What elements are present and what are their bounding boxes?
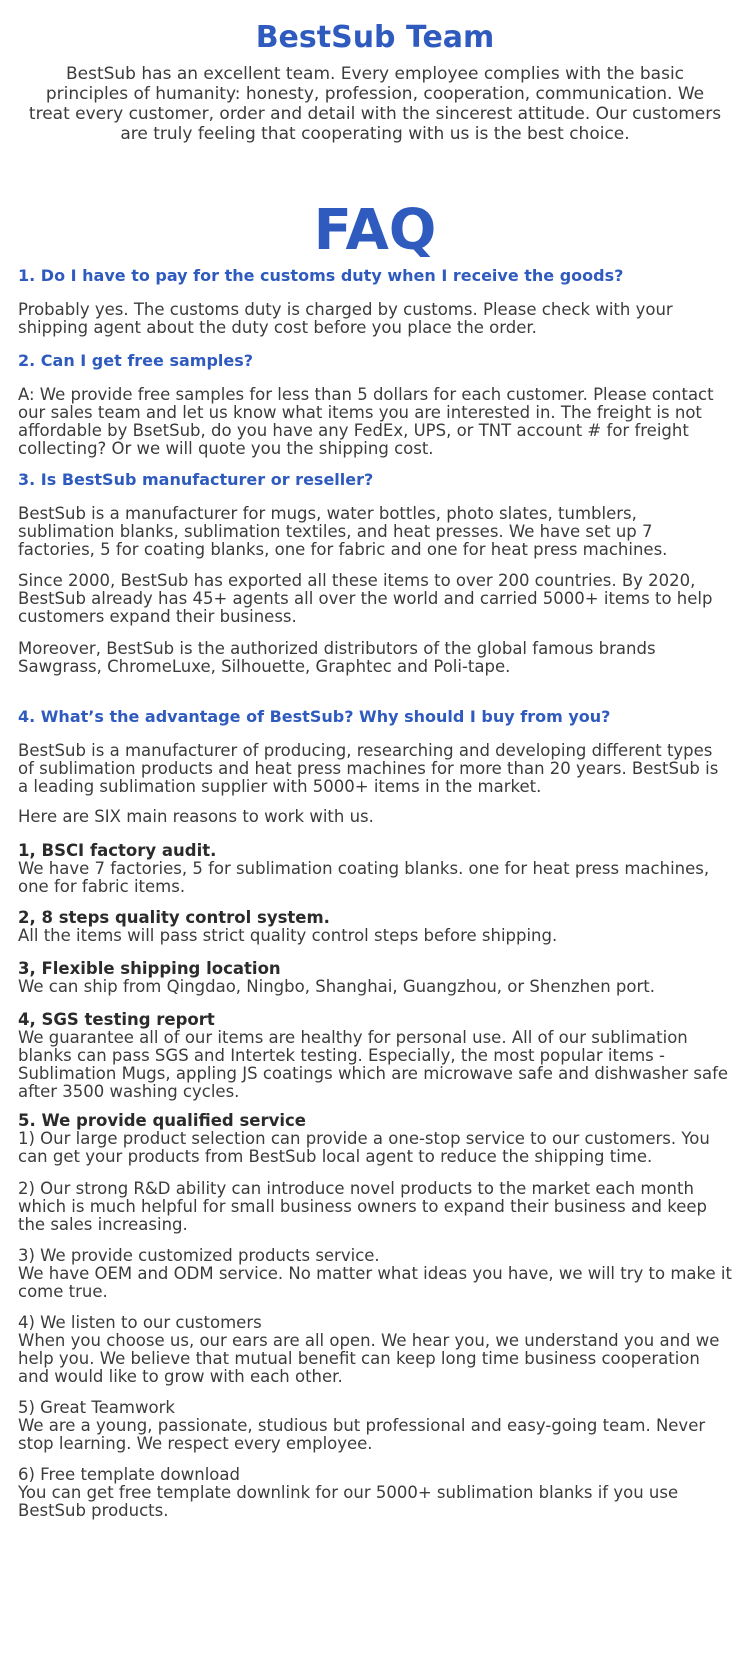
reason-2-title: 2, 8 steps quality control system. xyxy=(18,908,330,927)
service-6-title: 6) Free template download xyxy=(18,1465,240,1484)
service-4-text: When you choose us, our ears are all open. We hear you, we understand you and we help you. We believe that mutual benefit can keep long time business cooperation and would like to grow with each other. xyxy=(18,1331,720,1386)
faq-question-1: 1. Do I have to pay for the customs duty when I receive the goods? xyxy=(18,266,624,285)
faq-answer-3-paragraph-1: BestSub is a manufacturer for mugs, water bottles, photo slates, tumblers, sublimation blanks, sublimation textiles, and heat presses. We have set up 7 factories, 5 for coating blanks, one for fabric and one for heat press machines. xyxy=(18,504,668,559)
reason-5 xyxy=(18,1112,732,1166)
reason-4 xyxy=(18,1011,732,1101)
reason-3 xyxy=(18,960,732,996)
team-title: BestSub Team xyxy=(255,20,495,55)
service-2-text: 2) Our strong R&D ability can introduce novel products to the market each month which is much helpful for small business owners to expand their business and keep the sales increasing. xyxy=(18,1179,707,1234)
faq-answer-3-paragraph-3: Moreover, BestSub is the authorized distributors of the global famous brands Sawgrass, ChromeLuxe, Silhouette, Graphtec and Poli-tape. xyxy=(18,639,656,676)
service-3-text: We have OEM and ODM service. No matter what ideas you have, we will try to make it come true. xyxy=(18,1264,732,1301)
reason-5-title: 5. We provide qualified service xyxy=(18,1111,306,1130)
reason-1-text: We have 7 factories, 5 for sublimation coating blanks. one for heat press machines, one for fabric items. xyxy=(18,859,710,896)
faq-answer-3-paragraph-2: Since 2000, BestSub has exported all these items to over 200 countries. By 2020, BestSub already has 45+ agents all over the world and carried 5000+ items to help customers expand their business. xyxy=(18,571,713,626)
service-5 xyxy=(18,1399,732,1453)
faq-answer-2: A: We provide free samples for less than 5 dollars for each customer. Please contact our sales team and let us know what items you are interested in. The freight is not affordable by BsetSub, do you have any FedEx, UPS, or TNT account # for freight collecting? Or we will quote you the shipping cost. xyxy=(18,385,714,458)
service-4 xyxy=(18,1314,732,1386)
faq-answer-1: Probably yes. The customs duty is charged by customs. Please check with your shipping agent about the duty cost before you place the order. xyxy=(18,300,673,337)
service-6 xyxy=(18,1466,732,1520)
reason-4-title: 4, SGS testing report xyxy=(18,1010,215,1029)
service-6-text: You can get free template downlink for our 5000+ sublimation blanks if you use BestSub products. xyxy=(18,1483,679,1520)
reason-4-text: We guarantee all of our items are healthy for personal use. All of our sublimation blanks can pass SGS and Intertek testing. Especially, the most popular items - Sublimation Mugs, appling JS coatings which are microwave safe and dishwasher safe after 3500 washing cycles. xyxy=(18,1028,729,1101)
service-3-title: 3) We provide customized products service. xyxy=(18,1246,380,1265)
faq-question-4: 4. What’s the advantage of BestSub? Why should I buy from you? xyxy=(18,707,611,726)
reason-1 xyxy=(18,842,732,896)
faq-question-2: 2. Can I get free samples? xyxy=(18,351,254,370)
faq-answer-4-intro: BestSub is a manufacturer of producing, researching and developing different types of sublimation products and heat press machines for more than 20 years. BestSub is a leading sublimation supplier with 5000+ items in the market. xyxy=(18,741,719,796)
reason-3-text: We can ship from Qingdao, Ningbo, Shanghai, Guangzhou, or Shenzhen port. xyxy=(18,977,655,996)
service-1-text: 1) Our large product selection can provide a one-stop service to our customers. You can get your products from BestSub local agent to reduce the shipping time. xyxy=(18,1129,710,1166)
reason-2-text: All the items will pass strict quality control steps before shipping. xyxy=(18,926,558,945)
reason-1-title: 1, BSCI factory audit. xyxy=(18,841,217,860)
reason-2 xyxy=(18,909,732,945)
service-3 xyxy=(18,1247,732,1301)
service-5-title: 5) Great Teamwork xyxy=(18,1398,175,1417)
team-description: BestSub has an excellent team. Every employee complies with the basic principles of humanity: honesty, profession, cooperation, communication. We treat every customer, order and detail with the sincerest attitude. Our customers are truly feeling that cooperating with us is the best choice. xyxy=(28,64,722,144)
faq-question-3: 3. Is BestSub manufacturer or reseller? xyxy=(18,470,374,489)
reasons-intro: Here are SIX main reasons to work with us. xyxy=(18,807,374,826)
reason-3-title: 3, Flexible shipping location xyxy=(18,959,281,978)
service-5-text: We are a young, passionate, studious but professional and easy-going team. Never stop learning. We respect every employee. xyxy=(18,1416,706,1453)
service-4-title: 4) We listen to our customers xyxy=(18,1313,262,1332)
faq-title: FAQ xyxy=(313,198,437,263)
